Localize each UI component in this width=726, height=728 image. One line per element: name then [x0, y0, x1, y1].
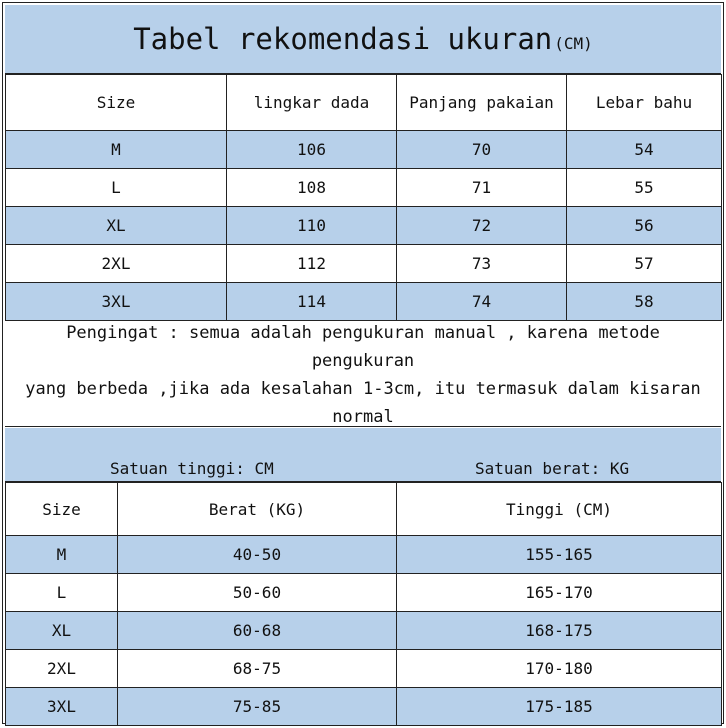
note-line: yang berbeda ,jika ada kesalahan 1-3cm, itu termasuk dalam kisaran	[25, 378, 701, 399]
cell-shoulder: 57	[567, 245, 722, 283]
cell-size: 2XL	[6, 650, 118, 688]
table-row	[6, 612, 722, 650]
fit-recommendation-table	[5, 482, 722, 726]
cell-size: L	[6, 169, 227, 207]
cell-length: 74	[397, 283, 567, 321]
cell-length: 72	[397, 207, 567, 245]
table-row	[6, 688, 722, 726]
cell-chest: 106	[227, 131, 397, 169]
header-size: Size	[6, 483, 118, 536]
cell-shoulder: 54	[567, 131, 722, 169]
size-chart	[2, 2, 724, 724]
cell-size: L	[6, 574, 118, 612]
cell-size: 3XL	[6, 688, 118, 726]
size-measurement-table	[5, 74, 722, 321]
note-line: Pengingat : semua adalah pengukuran manual , karena metode pengukuran	[66, 322, 660, 371]
header-chest: lingkar dada	[227, 75, 397, 131]
table-row	[6, 131, 722, 169]
cell-chest: 114	[227, 283, 397, 321]
cell-height: 168-175	[397, 612, 722, 650]
table-header-row	[6, 75, 722, 131]
header-weight: Berat (KG)	[118, 483, 397, 536]
cell-weight: 60-68	[118, 612, 397, 650]
cell-size: XL	[6, 612, 118, 650]
cell-size: 2XL	[6, 245, 227, 283]
measurement-note	[5, 323, 721, 427]
page-title: Tabel rekomendasi ukuran	[133, 22, 553, 56]
cell-length: 73	[397, 245, 567, 283]
cell-weight: 75-85	[118, 688, 397, 726]
cell-length: 70	[397, 131, 567, 169]
header-length: Panjang pakaian	[397, 75, 567, 131]
cell-shoulder: 55	[567, 169, 722, 207]
cell-size: M	[6, 131, 227, 169]
header-size: Size	[6, 75, 227, 131]
weight-unit-label: Satuan berat: KG	[475, 459, 630, 478]
cell-chest: 108	[227, 169, 397, 207]
cell-size: M	[6, 536, 118, 574]
cell-weight: 68-75	[118, 650, 397, 688]
header-shoulder: Lebar bahu	[567, 75, 722, 131]
title-unit: (CM)	[554, 33, 593, 53]
cell-size: XL	[6, 207, 227, 245]
cell-length: 71	[397, 169, 567, 207]
table-row	[6, 245, 722, 283]
note-line: normal	[332, 406, 394, 427]
cell-height: 170-180	[397, 650, 722, 688]
cell-height: 155-165	[397, 536, 722, 574]
cell-height: 175-185	[397, 688, 722, 726]
cell-height: 165-170	[397, 574, 722, 612]
table-header-row	[6, 483, 722, 536]
table-row	[6, 169, 722, 207]
table-row	[6, 207, 722, 245]
table-row	[6, 536, 722, 574]
cell-size: 3XL	[6, 283, 227, 321]
cell-chest: 112	[227, 245, 397, 283]
title-bar	[5, 5, 721, 74]
table-row	[6, 574, 722, 612]
units-band	[5, 428, 721, 482]
cell-shoulder: 56	[567, 207, 722, 245]
cell-chest: 110	[227, 207, 397, 245]
cell-weight: 50-60	[118, 574, 397, 612]
height-unit-label: Satuan tinggi: CM	[110, 459, 274, 478]
header-height: Tinggi (CM)	[397, 483, 722, 536]
table-row	[6, 283, 722, 321]
table-row	[6, 650, 722, 688]
cell-shoulder: 58	[567, 283, 722, 321]
cell-weight: 40-50	[118, 536, 397, 574]
